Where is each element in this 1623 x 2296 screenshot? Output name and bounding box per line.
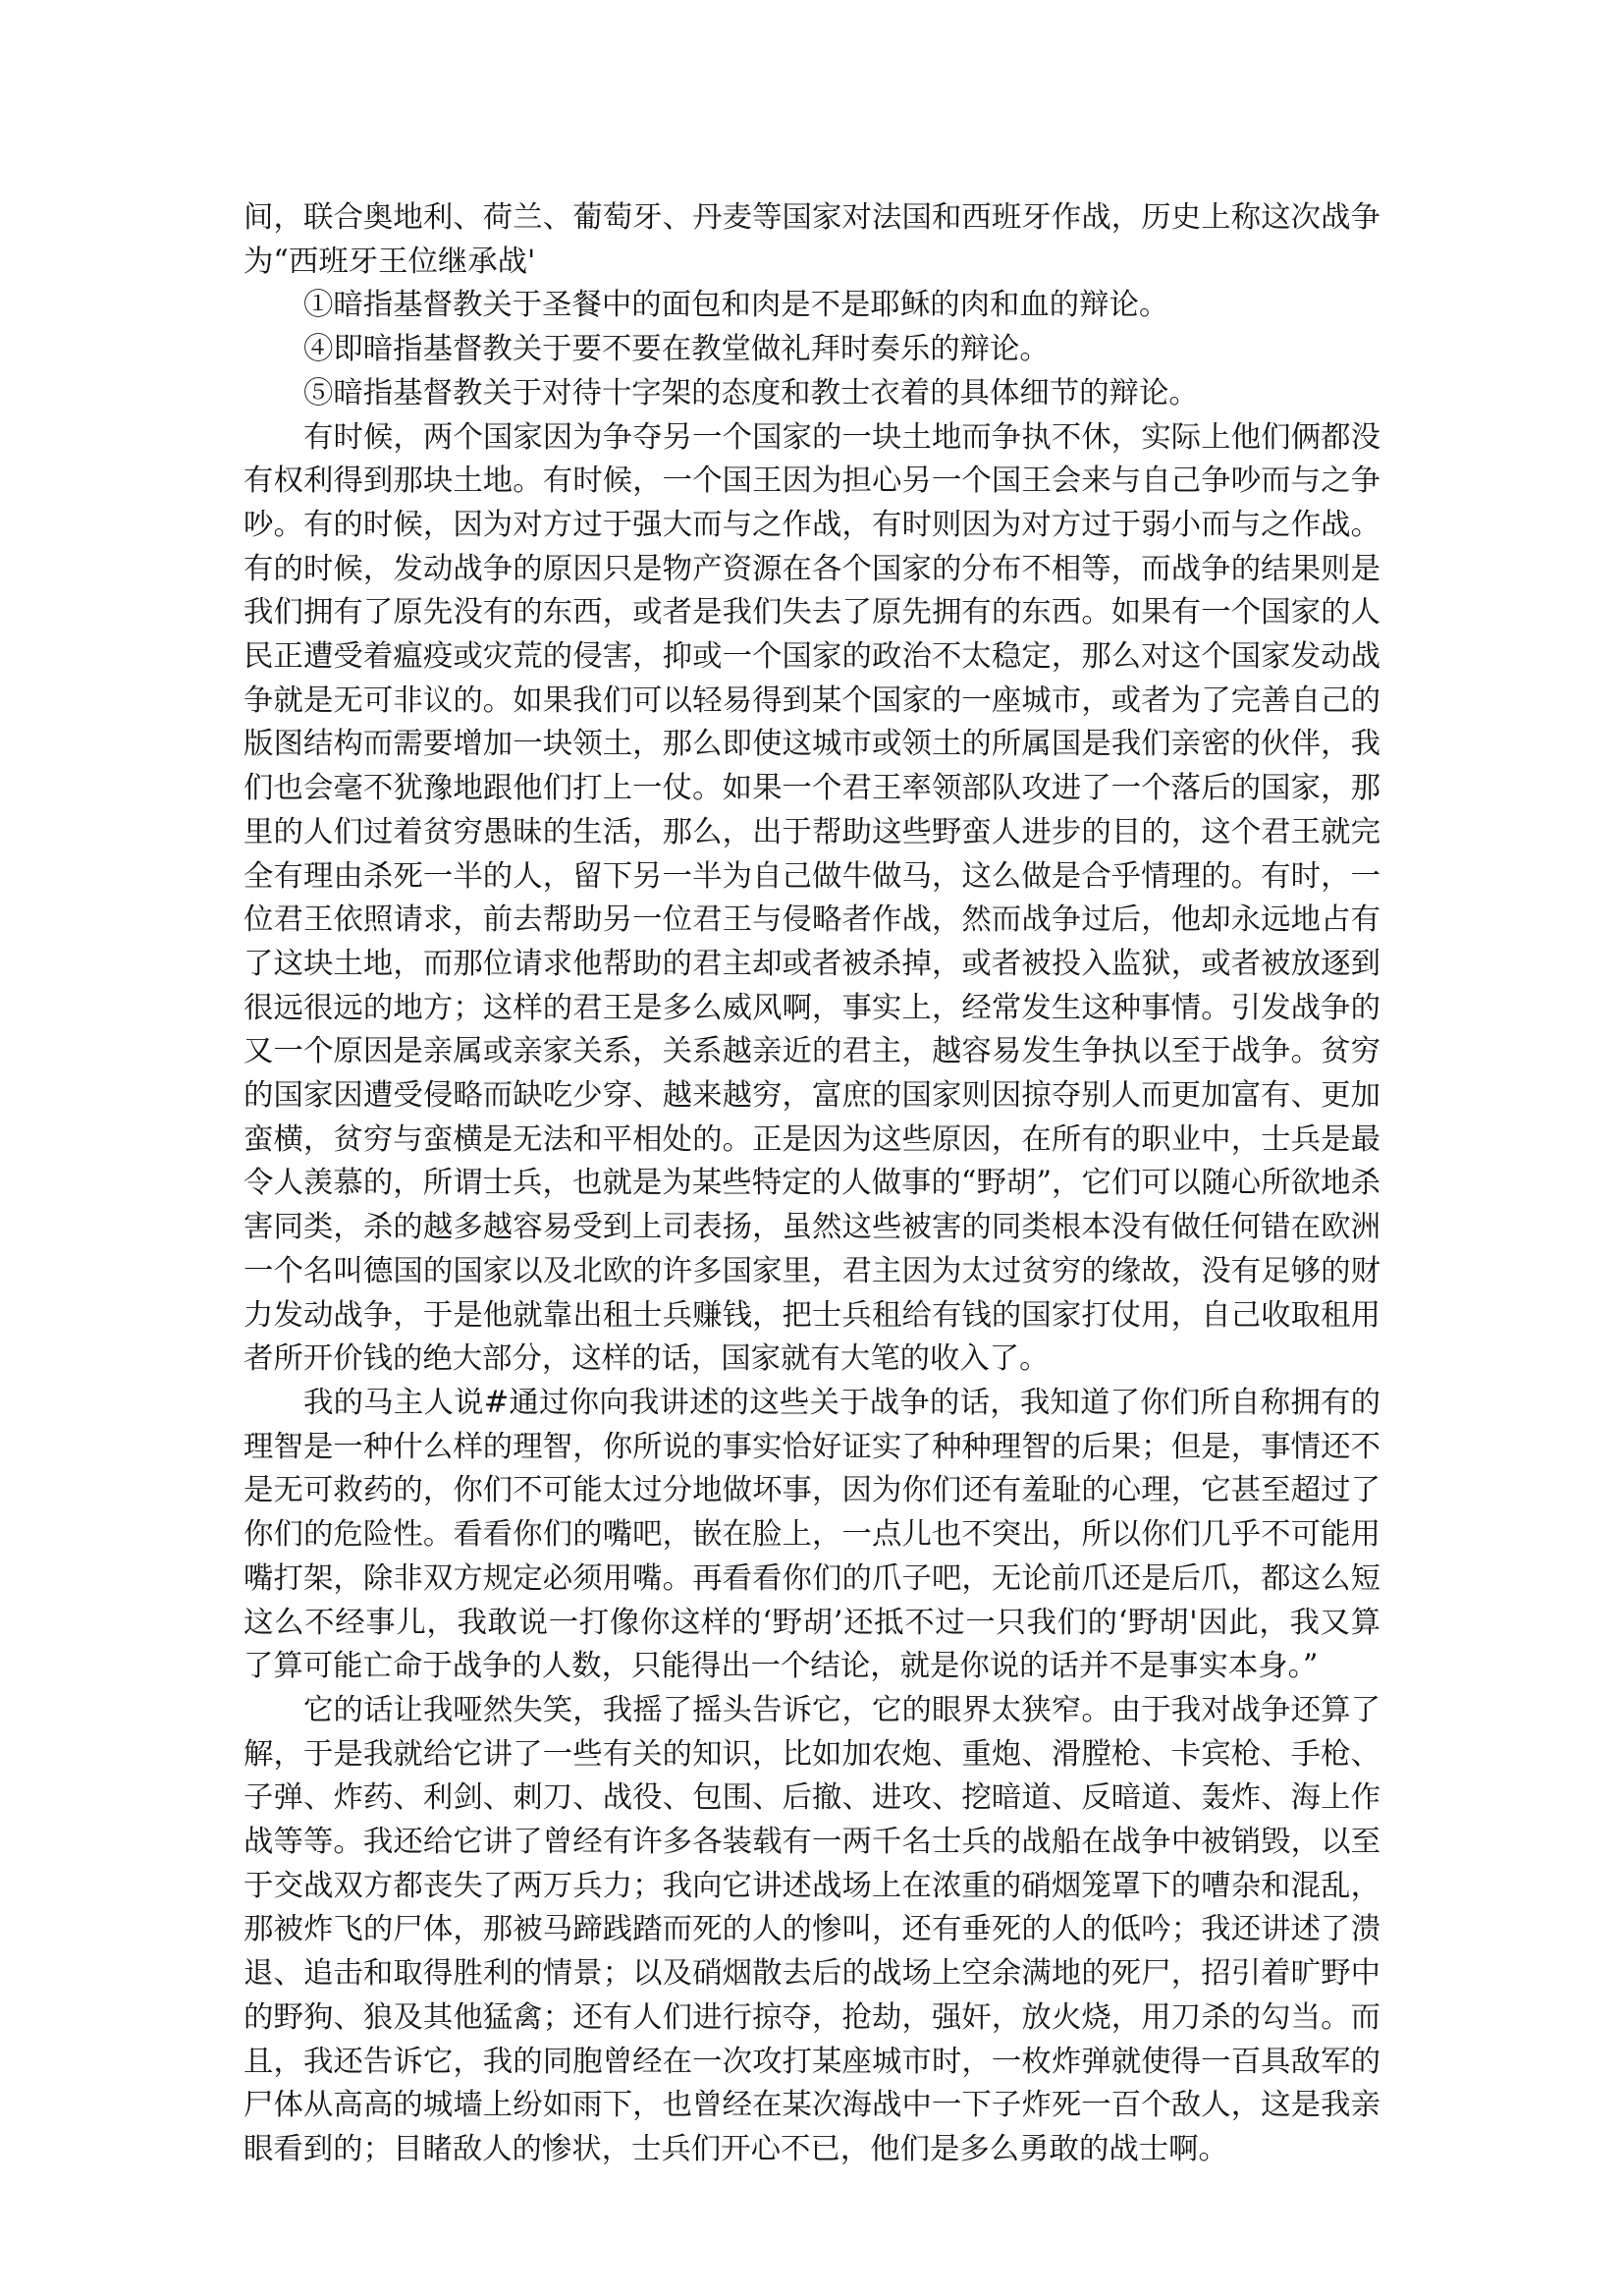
body-text xyxy=(243,196,1380,2172)
paragraph-continuation: 间，联合奥地利、荷兰、葡萄牙、丹麦等国家对法国和西班牙作战，历史上称这次战争为“西班牙王位继承战' xyxy=(243,200,1380,279)
paragraph-master-reply: 我的马主人说#通过你向我讲述的这些关于战争的话，我知道了你们所自称拥有的理智是一种什么样的理智，你所说的事实恰好证实了种种理智的后果；但是，事情还不是无可救药的，你们不可能太过分地做坏事，因为你们还有羞耻的心理，它甚至超过了你们的危险性。看看你们的嘴吧，嵌在脸上，一点儿也不突出，所以你们几乎不可能用嘴打架，除非双方规定必须用嘴。再看看你们的爪子吧，无论前爪还是后爪，都这么短这么不经事儿，我敢说一打像你这样的‘野胡’还抵不过一只我们的‘野胡'因此，我又算了算可能亡命于战争的人数，只能得出一个结论，就是你说的话并不是事实本身。” xyxy=(243,1385,1380,1684)
footnote-1: ①暗指基督教关于圣餐中的面包和肉是不是耶稣的肉和血的辩论。 xyxy=(303,288,1169,323)
footnote-4: ④即暗指基督教关于要不要在教堂做礼拜时奏乐的辩论。 xyxy=(303,332,1050,367)
paragraph-narrator-response: 它的话让我哑然失笑，我摇了摇头告诉它，它的眼界太狭窄。由于我对战争还算了解，于是我就给它讲了一些有关的知识，比如加农炮、重炮、滑膛枪、卡宾枪、手枪、子弹、炸药、利剑、刺刀、战役、包围、后撤、进攻、挖暗道、反暗道、轰炸、海上作战等等。我还给它讲了曾经有许多各装载有一两千名士兵的战船在战争中被销毁，以至于交战双方都丧失了两万兵力；我向它讲述战场上在浓重的硝烟笼罩下的嘈杂和混乱，那被炸飞的尸体，那被马蹄践踏而死的人的惨叫，还有垂死的人的低吟；我还讲述了溃退、追击和取得胜利的情景；以及硝烟散去后的战场上空余满地的死尸，招引着旷野中的野狗、狼及其他猛禽；还有人们进行掠夺，抢劫，强奸，放火烧，用刀杀的勾当。而且，我还告诉它，我的同胞曾经在一次攻打某座城市时，一枚炸弹就使得一百具敌军的尸体从高高的城墙上纷如雨下，也曾经在某次海战中一下子炸死一百个敌人，这是我亲眼看到的；目睹敌人的惨状，士兵们开心不已，他们是多么勇敢的战士啊。 xyxy=(243,1692,1380,2166)
footnote-5: ⑤暗指基督教关于对待十字架的态度和教士衣着的具体细节的辩论。 xyxy=(303,375,1199,410)
paragraph-war-causes: 有时候，两个国家因为争夺另一个国家的一块土地而争执不休，实际上他们俩都没有权利得到那块土地。有时候，一个国王因为担心另一个国王会来与自己争吵而与之争吵。有的时候，因为对方过于强大而与之作战，有时则因为对方过于弱小而与之作战。有的时候，发动战争的原因只是物产资源在各个国家的分布不相等，而战争的结果则是我们拥有了原先没有的东西，或者是我们失去了原先拥有的东西。如果有一个国家的人民正遭受着瘟疫或灾荒的侵害，抑或一个国家的政治不太稳定，那么对这个国家发动战争就是无可非议的。如果我们可以轻易得到某个国家的一座城市，或者为了完善自己的版图结构而需要增加一块领土，那么即使这城市或领土的所属国是我们亲密的伙伴，我们也会毫不犹豫地跟他们打上一仗。如果一个君王率领部队攻进了一个落后的国家，那里的人们过着贫穷愚昧的生活，那么，出于帮助这些野蛮人进步的目的，这个君王就完全有理由杀死一半的人，留下另一半为自己做牛做马，这么做是合乎情理的。有时，一位君王依照请求，前去帮助另一位君王与侵略者作战，然而战争过后，他却永远地占有了这块土地，而那位请求他帮助的君主却或者被杀掉，或者被投入监狱，或者被放逐到很远很远的地方；这样的君王是多么威风啊，事实上，经常发生这种事情。引发战争的又一个原因是亲属或亲家关系，关系越亲近的君主，越容易发生争执以至于战争。贫穷的国家因遭受侵略而缺吃少穿、越来越穷，富庶的国家则因掠夺别人而更加富有、更加蛮横，贫穷与蛮横是无法和平相处的。正是因为这些原因，在所有的职业中，士兵是最令人羡慕的，所谓士兵，也就是为某些特定的人做事的“野胡”，它们可以随心所欲地杀害同类，杀的越多越容易受到上司表扬，虽然这些被害的同类根本没有做任何错在欧洲一个名叫德国的国家以及北欧的许多国家里，君主因为太过贫穷的缘故，没有足够的财力发动战争，于是他就靠出租士兵赚钱，把士兵租给有钱的国家打仗用，自己收取租用者所开价钱的绝大部分，这样的话，国家就有大笔的收入了。 xyxy=(243,419,1380,1377)
